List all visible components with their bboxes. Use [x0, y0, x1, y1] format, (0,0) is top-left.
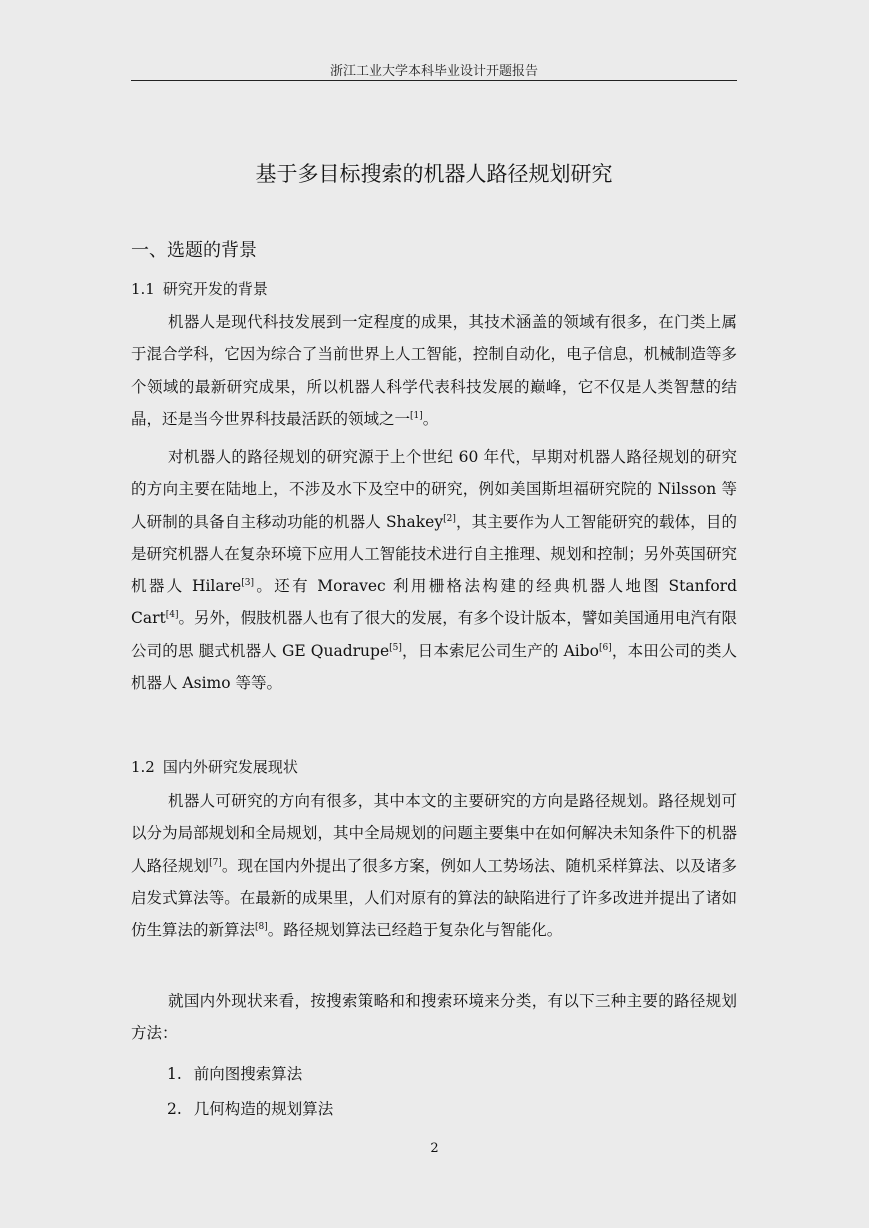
- citation: [2]: [443, 513, 456, 524]
- list-number: 1.: [167, 1065, 182, 1083]
- paragraph-1: [131, 306, 737, 435]
- citation: [6]: [599, 642, 612, 653]
- citation: [5]: [389, 642, 402, 653]
- paragraph-text: 。路径规划算法已经趋于复杂化与智能化。: [267, 921, 563, 940]
- paragraph-text: 对机器人的路径规划的研究源于上个世纪 60 年代，早期对机器人路径规划的研究的方向主要在陆地上，不涉及水下及空中的研究，例如美国斯坦福研究院的 Nilsson 等人研制的具备自主移动功能的机器人 Shakey: [131, 448, 737, 531]
- paragraph-text: ，日本索尼公司生产的 Aibo: [401, 641, 600, 660]
- page-number: 2: [430, 1141, 439, 1156]
- document-title: 基于多目标搜索的机器人路径规划研究: [255, 162, 613, 186]
- list-number: 2.: [167, 1100, 182, 1118]
- paragraph-text: 。还有 Moravec 利用栅格法构建的经典机器人地图 Stanford Cart: [131, 577, 737, 628]
- paragraph-text: 。: [422, 409, 439, 428]
- paragraph-text: 机器人是现代科技发展到一定程度的成果，其技术涵盖的领域有很多，在门类上属于混合学科，它因为综合了当前世界上人工智能，控制自动化，电子信息，机械制造等多个领域的最新研究成果，所以机器人科学代表科技发展的巅峰，它不仅是人类智慧的结晶，还是当今世界科技最活跃的领域之一: [131, 313, 737, 428]
- subsection-number: 1.2: [131, 758, 155, 776]
- subsection-number: 1.1: [131, 280, 155, 298]
- list-item: [167, 1062, 302, 1084]
- paragraph-text: ，其主要作为人工智能研究的载体，目的是研究机器人在复杂环境下应用人工智能技术进行自主推理、规划和控制；另外英国研究机器人 Hilare: [131, 512, 737, 596]
- subsection-heading-1-2: [131, 756, 298, 777]
- citation: [3]: [241, 578, 254, 589]
- citation: [8]: [255, 922, 268, 933]
- list-item: [167, 1097, 333, 1119]
- list-text: 几何构造的规划算法: [193, 1100, 334, 1118]
- subsection-heading-1-1: [131, 278, 268, 299]
- paragraph-4: 就国内外现状来看，按搜索策略和和搜索环境来分类，有以下三种主要的路径规划方法：: [131, 992, 737, 1043]
- paragraph-text: 。现在国内外提出了很多方案，例如人工势场法、随机采样算法、以及诸多启发式算法等。在最新的成果里，人们对原有的算法的缺陷进行了许多改进并提出了诸如仿生算法的新算法: [131, 856, 737, 940]
- citation: [7]: [209, 857, 222, 868]
- list-text: 前向图搜索算法: [193, 1065, 303, 1083]
- paragraph-text: 。另外，假肢机器人也有了很大的发展，有多个设计版本，譬如美国通用电汽有限公司的思 腿式机器人 GE Quadrupe: [131, 609, 737, 660]
- section-heading: 一、选题的背景: [131, 240, 257, 261]
- header-rule: [131, 80, 737, 81]
- citation: [4]: [165, 610, 179, 621]
- citation: [1]: [410, 410, 423, 421]
- paragraph-2: [131, 441, 737, 699]
- running-header: 浙江工业大学本科毕业设计开题报告: [329, 64, 538, 79]
- paragraph-text: 机器人可研究的方向有很多，其中本文的主要研究的方向是路径规划。路径规划可以分为局部规划和全局规划，其中全局规划的问题主要集中在如何解决未知条件下的机器人路径规划: [131, 792, 737, 875]
- paragraph-text: ，本田公司的类人机器人 Asimo 等等。: [131, 641, 737, 693]
- paragraph-3: [131, 785, 737, 946]
- subsection-title: 国内外研究发展现状: [162, 758, 298, 776]
- subsection-title: 研究开发的背景: [162, 280, 268, 298]
